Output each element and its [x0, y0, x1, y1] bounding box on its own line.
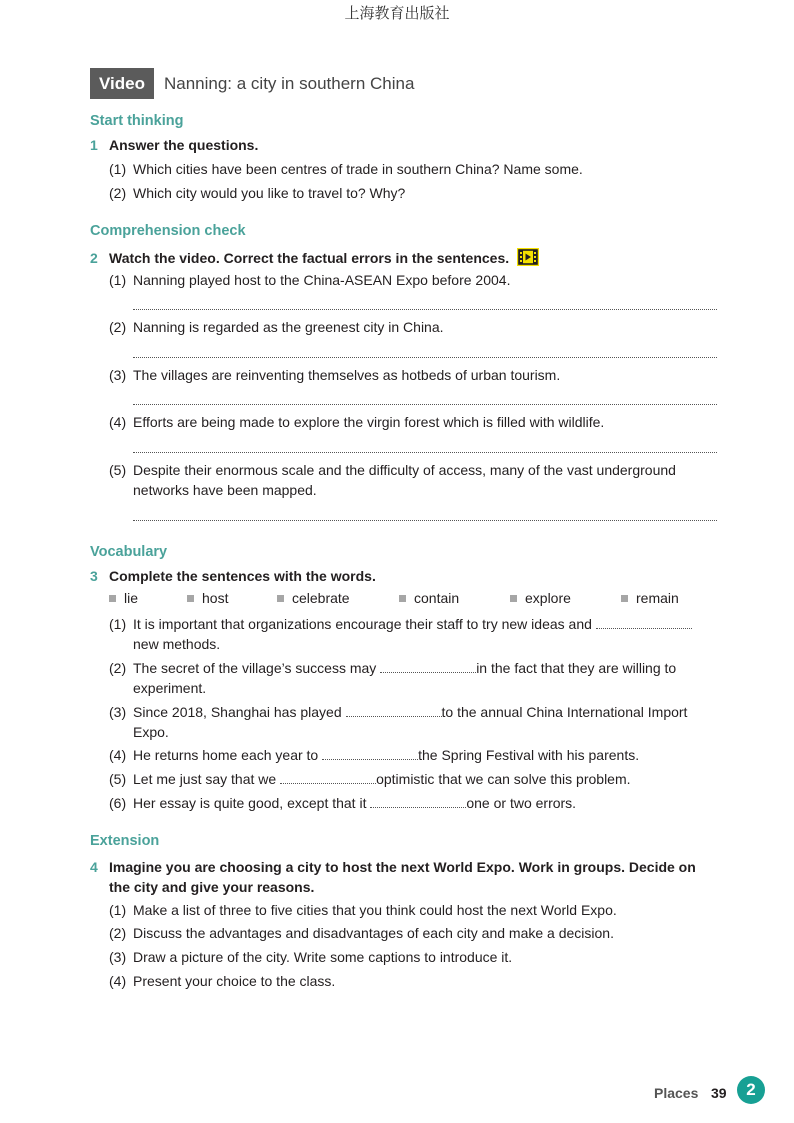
- vocabulary-item: [109, 658, 719, 698]
- item-text: Nanning played host to the China-ASEAN Expo before 2004.: [133, 272, 511, 288]
- square-bullet-icon: [399, 595, 406, 602]
- task-4-instruction: [90, 857, 720, 897]
- unit-number-badge: 2: [737, 1076, 765, 1104]
- answer-line[interactable]: [133, 452, 717, 453]
- task-title: Imagine you are choosing a city to host the next World Expo. Work in groups. Decide on the city and give your reasons.: [109, 859, 696, 895]
- item-text-before: Her essay is quite good, except that it: [133, 795, 367, 811]
- item-number: (4): [109, 747, 127, 763]
- item-text-after: optimistic that we can solve this problem.: [376, 771, 631, 787]
- word-bank-item: [510, 590, 571, 606]
- item-text-after: the Spring Festival with his parents.: [418, 747, 640, 763]
- comprehension-item: [109, 317, 719, 337]
- vocabulary-item: [109, 769, 719, 789]
- item-text: The villages are reinventing themselves as hotbeds of urban tourism.: [133, 367, 561, 383]
- task-number: 2: [90, 250, 98, 266]
- task-number: 4: [90, 859, 98, 875]
- video-title-bar: [90, 68, 414, 99]
- square-bullet-icon: [277, 595, 284, 602]
- item-text-after: new methods.: [133, 636, 221, 652]
- task-number: 1: [90, 137, 98, 153]
- item-text-before: Since 2018, Shanghai has played: [133, 704, 342, 720]
- video-title: Nanning: a city in southern China: [163, 73, 415, 93]
- item-number: (4): [109, 973, 127, 989]
- item-number: (1): [109, 161, 127, 177]
- task-title: Answer the questions.: [109, 137, 259, 153]
- item-number: (3): [109, 704, 127, 720]
- item-number: (1): [109, 616, 127, 632]
- video-clip-icon[interactable]: [517, 248, 539, 266]
- vocabulary-item: [109, 702, 719, 742]
- item-text: Which city would you like to travel to? Why?: [133, 185, 406, 201]
- word-bank-item: [277, 590, 350, 606]
- video-tag: Video: [90, 68, 154, 99]
- word-text: lie: [124, 590, 139, 606]
- page-number: 39: [711, 1085, 727, 1101]
- item-text-before: The secret of the village’s success may: [133, 660, 377, 676]
- section-heading-extension: Extension: [90, 833, 160, 849]
- word-text: celebrate: [292, 590, 350, 606]
- comprehension-item: [109, 365, 719, 385]
- item-number: (2): [109, 925, 127, 941]
- word-text: remain: [636, 590, 679, 606]
- item-text-before: It is important that organizations encourage their staff to try new ideas and: [133, 616, 592, 632]
- question-item: [109, 159, 719, 179]
- task-title: Complete the sentences with the words.: [109, 568, 376, 584]
- comprehension-item: [109, 270, 719, 290]
- answer-line[interactable]: [133, 404, 717, 405]
- answer-line[interactable]: [133, 520, 717, 521]
- item-number: (1): [109, 272, 127, 288]
- item-number: (5): [109, 462, 127, 478]
- word-text: explore: [525, 590, 571, 606]
- square-bullet-icon: [621, 595, 628, 602]
- answer-line[interactable]: [133, 357, 717, 358]
- item-text-after: in the fact that they are willing to experiment.: [133, 660, 677, 696]
- item-text: Efforts are being made to explore the virgin forest which is filled with wildlife.: [133, 414, 605, 430]
- vocabulary-item: [109, 614, 719, 654]
- item-text: Present your choice to the class.: [133, 973, 336, 989]
- item-number: (6): [109, 795, 127, 811]
- section-heading-vocabulary: Vocabulary: [90, 544, 168, 560]
- item-text: Which cities have been centres of trade in southern China? Name some.: [133, 161, 583, 177]
- item-number: (4): [109, 414, 127, 430]
- section-heading-start-thinking: Start thinking: [90, 113, 184, 129]
- item-number: (2): [109, 319, 127, 335]
- item-text: Nanning is regarded as the greenest city in China.: [133, 319, 444, 335]
- item-number: (3): [109, 367, 127, 383]
- fill-in-blank[interactable]: [280, 769, 376, 784]
- word-text: host: [202, 590, 229, 606]
- comprehension-item: [109, 460, 719, 500]
- square-bullet-icon: [510, 595, 517, 602]
- item-number: (3): [109, 949, 127, 965]
- vocabulary-item: [109, 793, 719, 813]
- fill-in-blank[interactable]: [346, 702, 442, 717]
- task-1-instruction: [90, 137, 720, 153]
- item-text: Discuss the advantages and disadvantages of each city and make a decision.: [133, 925, 614, 941]
- task-title: Watch the video. Correct the factual errors in the sentences.: [109, 250, 510, 266]
- extension-item: [109, 900, 719, 920]
- extension-item: [109, 947, 719, 967]
- square-bullet-icon: [187, 595, 194, 602]
- vocabulary-item: [109, 745, 719, 765]
- item-text: Draw a picture of the city. Write some captions to introduce it.: [133, 949, 513, 965]
- extension-item: [109, 923, 719, 943]
- answer-line[interactable]: [133, 309, 717, 310]
- word-text: contain: [414, 590, 460, 606]
- item-text: Despite their enormous scale and the difficulty of access, many of the vast underground networks have been mapped.: [133, 462, 676, 498]
- fill-in-blank[interactable]: [380, 658, 476, 673]
- item-number: (2): [109, 660, 127, 676]
- fill-in-blank[interactable]: [596, 614, 692, 629]
- task-3-instruction: [90, 568, 720, 584]
- item-text: Make a list of three to five cities that you think could host the next World Expo.: [133, 902, 617, 918]
- item-text-after: one or two errors.: [466, 795, 577, 811]
- extension-item: [109, 971, 719, 991]
- item-text-before: He returns home each year to: [133, 747, 319, 763]
- item-text-before: Let me just say that we: [133, 771, 277, 787]
- item-text-after: to the annual China International Import Expo.: [133, 704, 688, 740]
- task-number: 3: [90, 568, 98, 584]
- word-bank-item: [399, 590, 459, 606]
- comprehension-item: [109, 412, 719, 432]
- word-bank-item: [109, 590, 138, 606]
- footer-unit-label: Places: [654, 1085, 699, 1101]
- fill-in-blank[interactable]: [370, 793, 466, 808]
- item-number: (5): [109, 771, 127, 787]
- task-2-instruction: [90, 248, 720, 266]
- publisher-header: 上海教育出版社: [344, 4, 450, 22]
- word-bank-item: [187, 590, 228, 606]
- question-item: [109, 183, 719, 203]
- item-number: (2): [109, 185, 127, 201]
- fill-in-blank[interactable]: [322, 745, 418, 760]
- item-number: (1): [109, 902, 127, 918]
- word-bank: [109, 590, 729, 610]
- word-bank-item: [621, 590, 679, 606]
- square-bullet-icon: [109, 595, 116, 602]
- section-heading-comprehension: Comprehension check: [90, 223, 246, 239]
